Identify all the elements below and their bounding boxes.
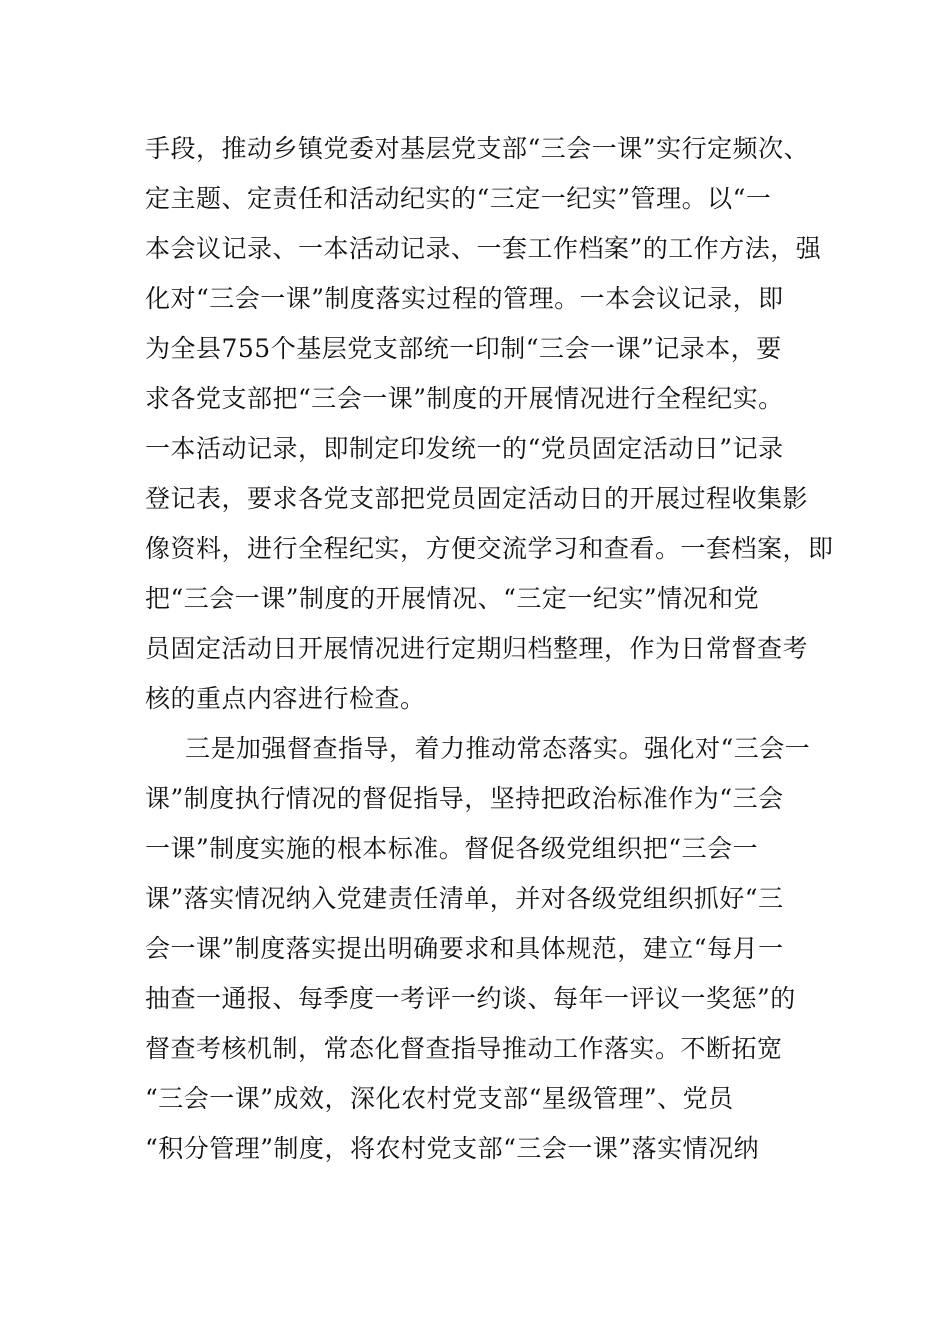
text-line: 为全县755个基层党支部统一印制“三会一课”记录本，要 xyxy=(145,334,782,363)
text-line: 像资料，进行全程纪实，方便交流学习和查看。一套档案，即 xyxy=(145,534,834,563)
text-line: 把“三会一课”制度的开展情况、“三定一纪实”情况和党 xyxy=(145,584,760,613)
text-line: 化对“三会一课”制度落实过程的管理。一本会议记录，即 xyxy=(145,284,784,313)
text-line: 课”制度执行情况的督促指导，坚持把政治标准作为“三会 xyxy=(145,784,784,813)
text-line: 一课”制度实施的根本标准。督促各级党组织把“三会一 xyxy=(145,834,759,863)
text-line: 定主题、定责任和活动纪实的“三定一纪实”管理。以“一 xyxy=(145,184,772,213)
text-line: 登记表，要求各党支部把党员固定活动日的开展过程收集影 xyxy=(145,484,809,513)
text-line: 求各党支部把“三会一课”制度的开展情况进行全程纪实。 xyxy=(145,384,784,413)
text-line: 手段，推动乡镇党委对基层党支部“三会一课”实行定频次、 xyxy=(145,134,810,163)
text-line: 核的重点内容进行检查。 xyxy=(145,684,426,713)
text-line: 员固定活动日开展情况进行定期归档整理，作为日常督查考 xyxy=(145,634,809,663)
text-line: 一本活动记录，即制定印发统一的“党员固定活动日”记录 xyxy=(145,434,784,463)
text-line: “积分管理”制度，将农村党支部“三会一课”落实情况纳 xyxy=(145,1134,760,1163)
text-line: 会一课”制度落实提出明确要求和具体规范，建立“每月一 xyxy=(145,934,784,963)
text-line: 课”落实情况纳入党建责任清单，并对各级党组织抓好“三 xyxy=(145,884,784,913)
text-line: 督查考核机制，常态化督查指导推动工作落实。不断拓宽 xyxy=(145,1034,783,1063)
text-line: 本会议记录、一本活动记录、一套工作档案”的工作方法，强 xyxy=(145,234,822,263)
paragraph-first-line: 三是加强督查指导，着力推动常态落实。强化对“三会一 xyxy=(185,734,811,763)
text-line: “三会一课”成效，深化农村党支部“星级管理”、党员 xyxy=(145,1084,734,1113)
text-line: 抽查一通报、每季度一考评一约谈、每年一评议一奖惩”的 xyxy=(145,984,796,1013)
